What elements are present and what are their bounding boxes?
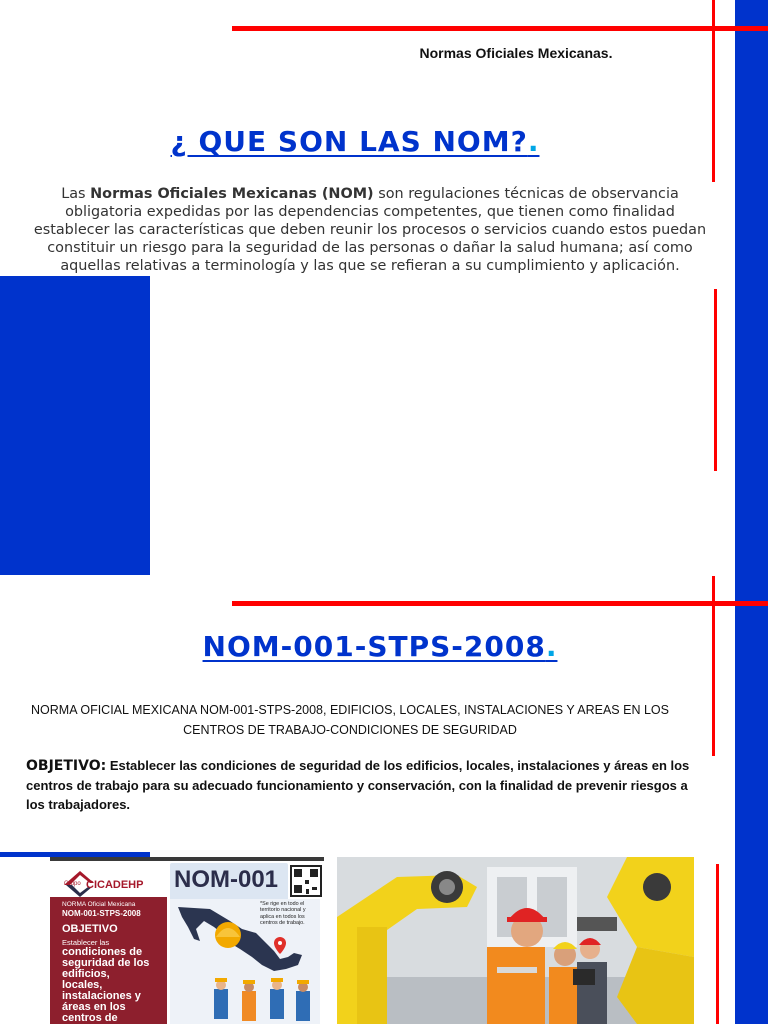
left-blue-block <box>0 276 150 575</box>
logo-small-text: Grupo <box>64 881 81 887</box>
objective-label: OBJETIVO: <box>26 758 107 774</box>
red-vertical-line-2 <box>714 289 717 471</box>
right-blue-bar <box>735 0 768 1024</box>
panel-line-2: NOM-001-STPS-2008 <box>62 909 141 918</box>
section-title-text: ¿ QUE SON LAS NOM? <box>170 125 528 158</box>
objective-paragraph <box>26 756 696 814</box>
mid-red-line <box>232 601 768 606</box>
industrial-robot-photo <box>337 857 694 1024</box>
section-title-dot: . <box>527 125 540 158</box>
panel-heading: OBJETIVO <box>62 923 118 935</box>
section2-title-dot: . <box>545 630 558 663</box>
para-prefix: Las <box>61 186 91 202</box>
panel-big-text: condiciones de seguridad de los edificios, locales, instalaciones y áreas en los centros de <box>62 946 150 1024</box>
nom-badge-text: NOM-001 <box>174 866 279 893</box>
logo-text: CICADEHP <box>86 879 144 891</box>
qr-code-icon <box>290 865 322 897</box>
para-body: son regulaciones técnicas de observancia obligatoria expedidas por las dependencias competentes, que tienen como finalidad establecer las características que deben reunir los procesos o servicios cuando estos puedan constituir un riesgo para la seguridad de las personas o dañar la salud humana; así como aquellas relativas a terminología y las que se refieran a su cumplimiento y aplicación. <box>33 186 707 274</box>
panel-intro: Establecer las <box>62 938 110 947</box>
infographic-top-strip <box>50 857 324 861</box>
coverage-note: *Se rige en todo el territorio nacional y aplica en todos los centros de trabajo. <box>260 901 306 927</box>
section-title-nom-001 <box>0 630 760 663</box>
red-vertical-line-3 <box>712 576 715 756</box>
para-bold-term: Normas Oficiales Mexicanas (NOM) <box>90 186 374 202</box>
panel-line-1: NORMA Oficial Mexicana <box>62 901 136 908</box>
norm-description: NORMA OFICIAL MEXICANA NOM-001-STPS-2008, EDIFICIOS, LOCALES, INSTALACIONES Y AREAS EN LOS CENTROS DE TRABAJO-CONDICIONES DE SEGURIDAD <box>31 703 669 737</box>
robot-workers-illustration <box>337 857 694 1024</box>
section-title-que-son <box>0 125 710 158</box>
document-header: Normas Oficiales Mexicanas. <box>419 45 613 61</box>
definition-paragraph <box>30 185 710 275</box>
objective-text: Establecer las condiciones de seguridad de los edificios, locales, instalaciones y áreas en los centros de trabajo para su adecuado funcionamiento y conservación, con la finalidad de prevenir riesgos a los trabajadores. <box>26 758 690 812</box>
red-vertical-line-1 <box>712 0 715 182</box>
section2-title-text: NOM-001-STPS-2008 <box>202 630 546 663</box>
nom-001-infographic-image <box>50 857 324 1024</box>
top-red-line <box>232 26 768 31</box>
red-vertical-line-4 <box>716 864 719 1024</box>
